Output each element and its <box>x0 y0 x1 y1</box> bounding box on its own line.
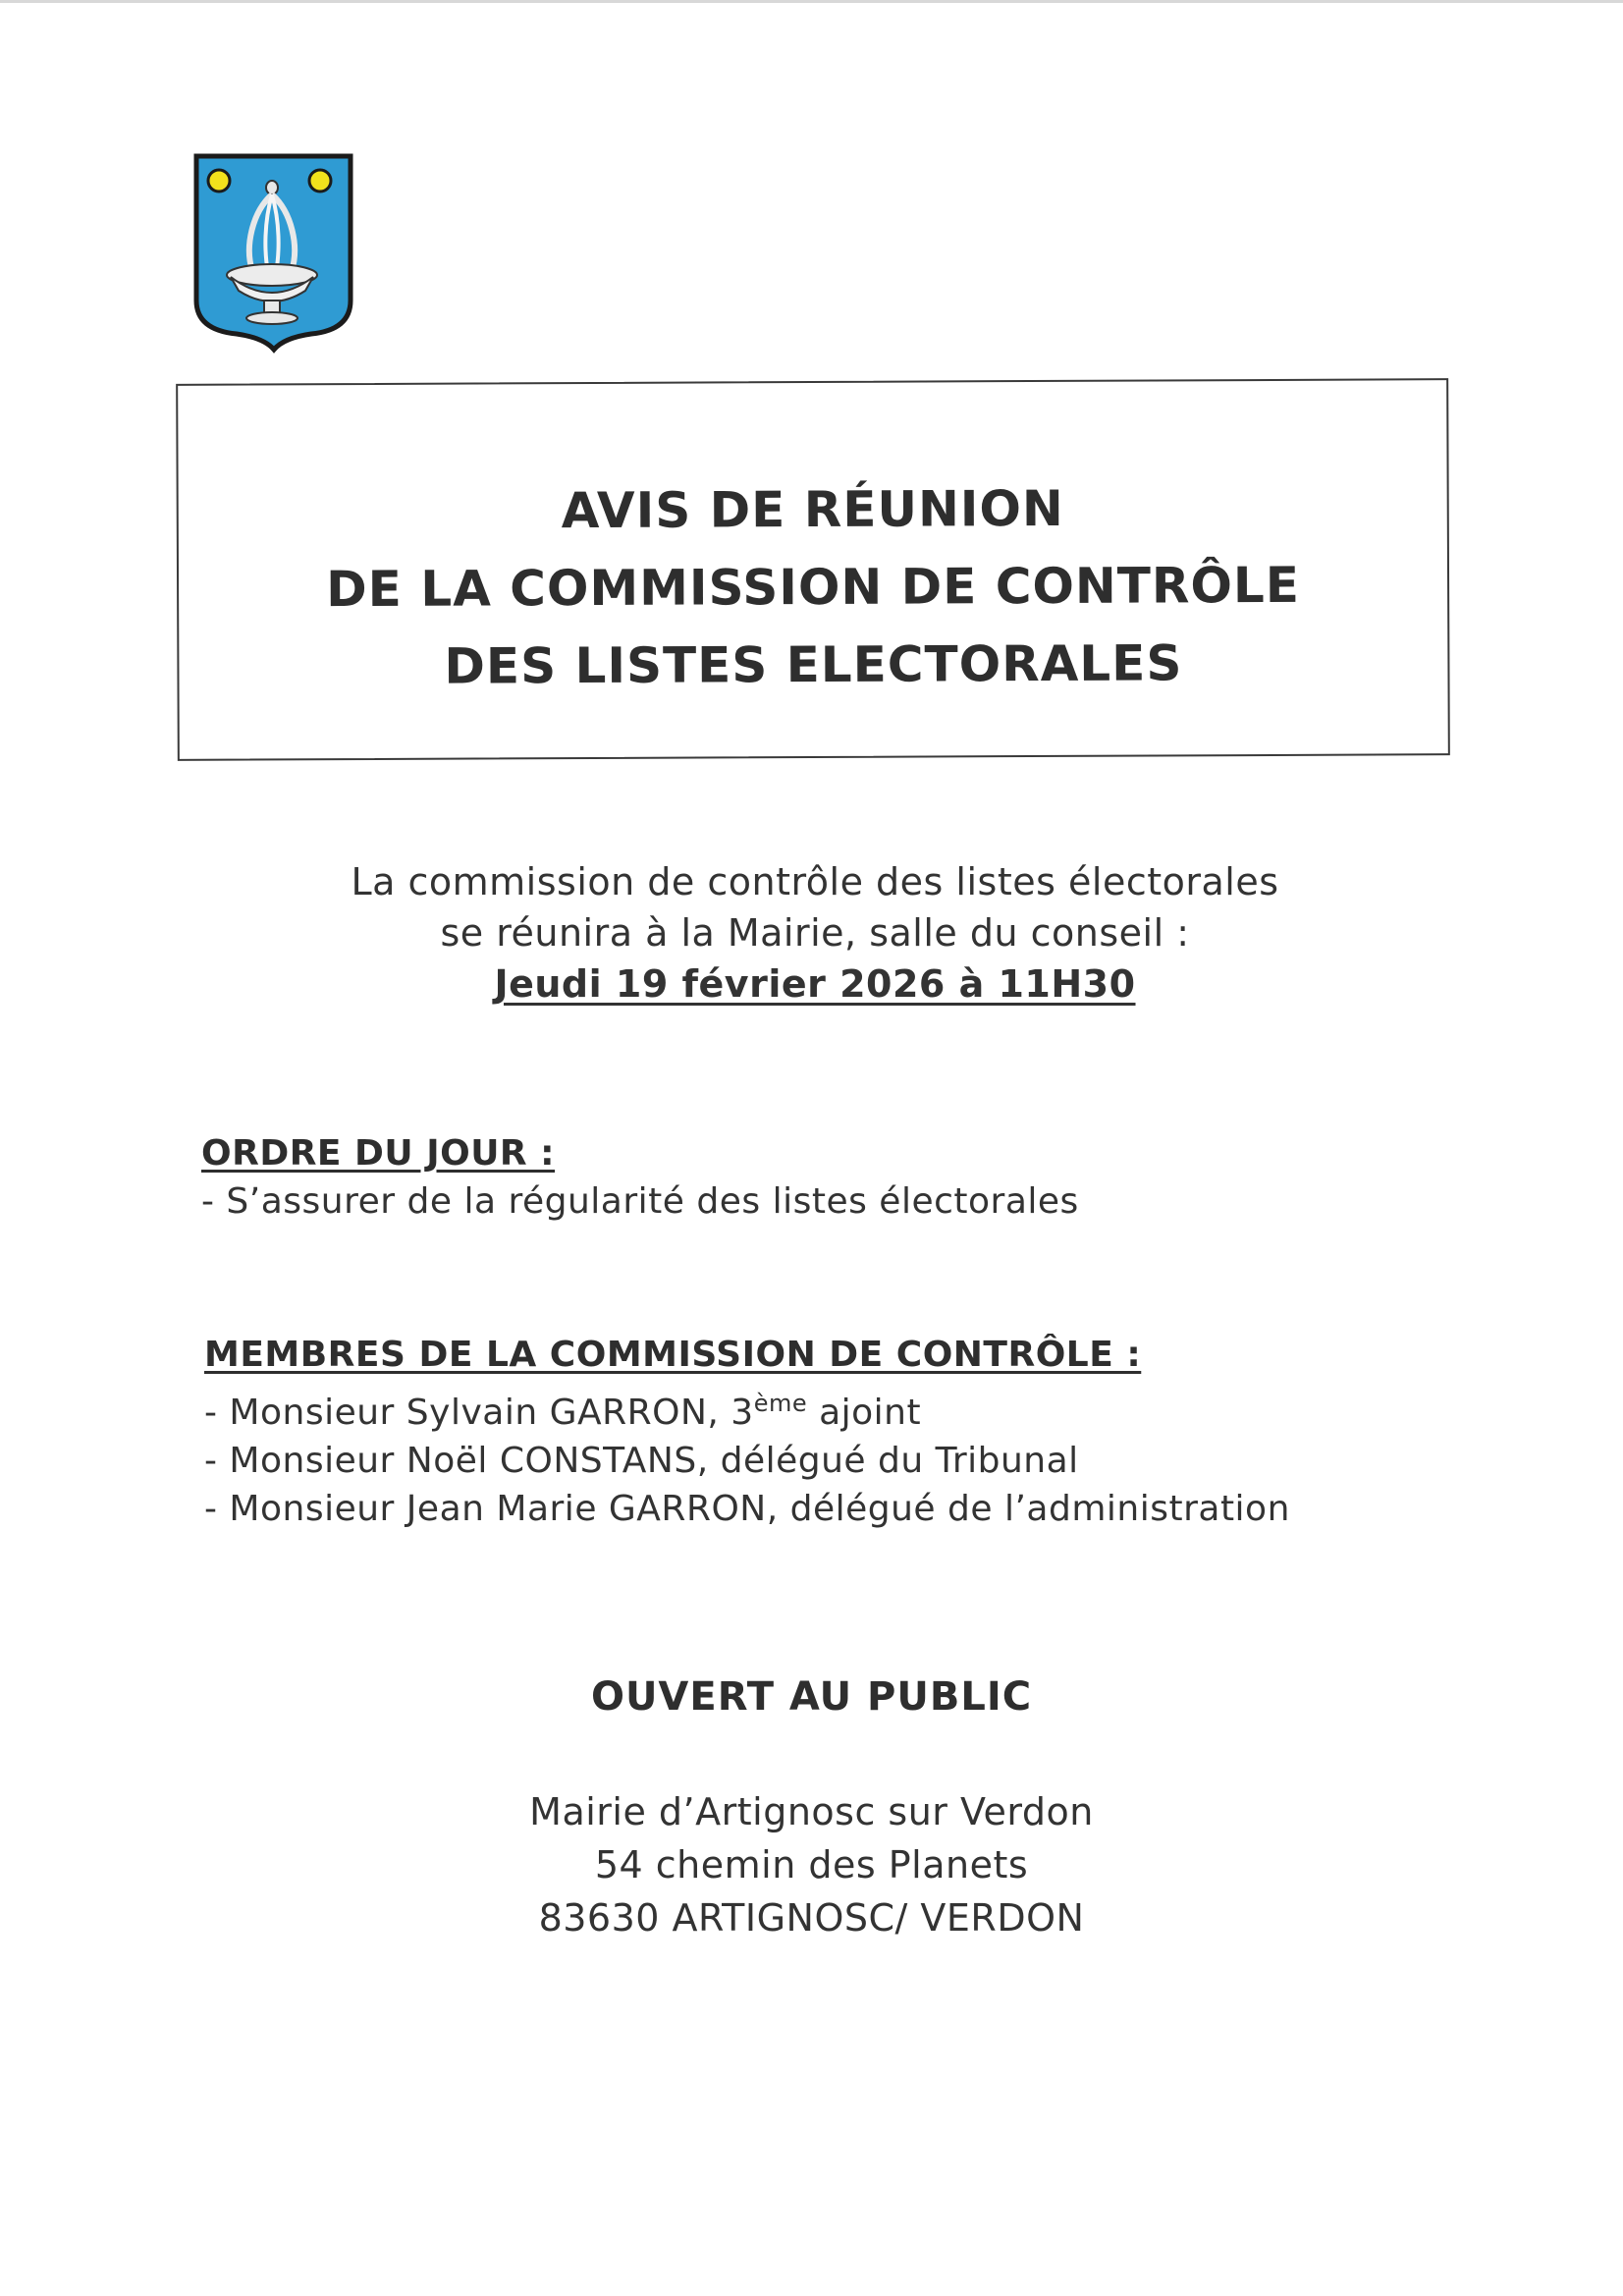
title-line-2: DE LA COMMISSION DE CONTRÔLE <box>326 556 1301 619</box>
member-item-3: - Monsieur Jean Marie GARRON, délégué de l’administration <box>204 1489 1290 1529</box>
address-line-1: Mairie d’Artignosc sur Verdon <box>529 1790 1094 1833</box>
member-1-role: ajoint <box>807 1393 922 1433</box>
members-title: MEMBRES DE LA COMMISSION DE CONTRÔLE : <box>204 1335 1142 1375</box>
intro-line-2: se réunira à la Mairie, salle du conseil : <box>440 911 1190 955</box>
scan-edge <box>0 0 1623 3</box>
agenda-title: ORDRE DU JOUR : <box>201 1133 556 1174</box>
member-1-name: - Monsieur Sylvain GARRON, 3 <box>204 1393 754 1433</box>
member-item-1 <box>204 1380 1520 1437</box>
mairie-address <box>0 1785 1623 1944</box>
member-item-2: - Monsieur Noël CONSTANS, délégué du Tribunal <box>204 1441 1079 1481</box>
public-notice: OUVERT AU PUBLIC <box>590 1674 1033 1720</box>
agenda-item: - S’assurer de la régularité des listes électorales <box>201 1181 1079 1222</box>
members-section <box>204 1331 1520 1533</box>
address-line-2: 54 chemin des Planets <box>594 1843 1029 1886</box>
address-line-3: 83630 ARTIGNOSC/ VERDON <box>538 1896 1085 1940</box>
member-1-ordinal: ème <box>753 1390 808 1417</box>
intro-line-1: La commission de contrôle des listes électorales <box>351 860 1279 903</box>
title-line-3: DES LISTES ELECTORALES <box>444 634 1183 695</box>
title-box <box>176 378 1450 761</box>
coat-of-arms-icon <box>193 153 353 354</box>
page-title <box>179 468 1448 707</box>
meeting-date: Jeudi 19 février 2026 à 11H30 <box>494 962 1136 1006</box>
agenda-section <box>201 1129 1478 1226</box>
meeting-intro <box>196 856 1434 1010</box>
title-line-1: AVIS DE RÉUNION <box>561 479 1064 540</box>
